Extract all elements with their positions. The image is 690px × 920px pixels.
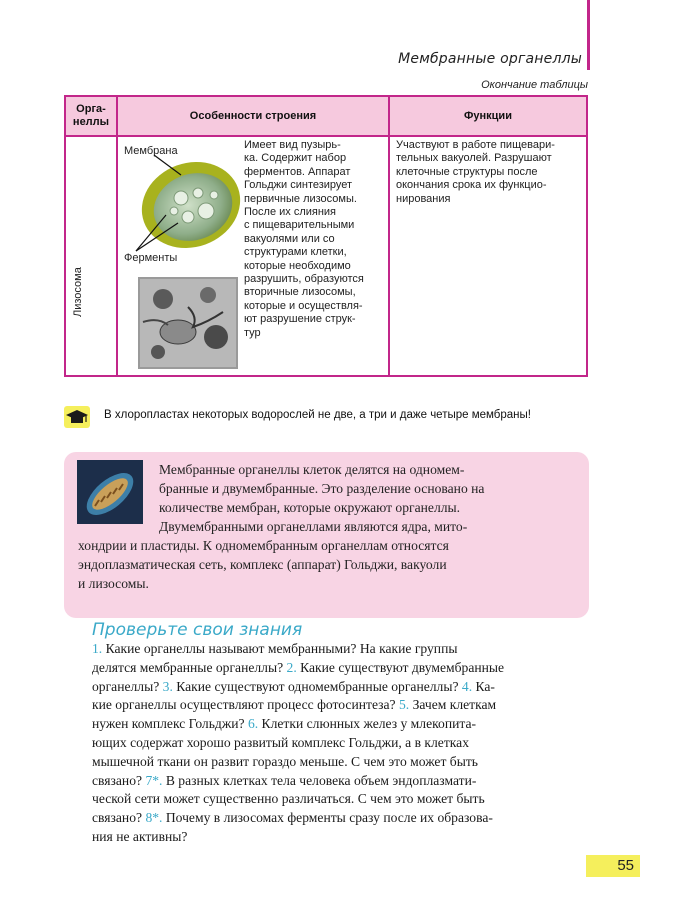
question-text: Какие существуют двумембранные [296,659,505,675]
structure-line: ферментов. Аппарат [244,165,351,178]
organelle-name: Лизосома [72,267,84,317]
summary-line: хондрии и пластиды. К одномембранным органеллам относятся [78,538,449,553]
column-divider [116,97,118,375]
structure-line: ка. Содержит набор [244,152,347,165]
function-line: окончания срока их функцио- [396,179,547,192]
question-line [92,659,590,678]
question-text: связано? [92,772,146,788]
question-text: Какие органеллы называют мембранными? На какие группы [102,641,458,656]
structure-line: первичные лизосомы. [244,192,357,205]
question-number: 1. [92,641,103,656]
structure-line: вакуолями или со [244,232,335,245]
chapter-title: Мембранные органеллы [398,51,582,67]
function-line: клеточные структуры после [396,165,538,178]
header-structure: Особенности строения [189,109,317,122]
question-text: органеллы? [92,678,163,694]
table-continuation-note: Окончание таблицы [481,79,588,91]
question-number: 4. [461,678,473,694]
organelle-table [64,95,588,377]
question-text: нужен комплекс Гольджи? [92,716,248,732]
fact-note [64,402,594,432]
structure-line: После их слияния [244,206,337,219]
question-number: 8*. [145,810,163,826]
structure-line: тур [244,326,261,339]
summary-line: бранные и двумембранные. Это разделение основано на [159,481,485,496]
question-text: Почему в лизосомах ферменты сразу после их образова- [162,810,493,826]
question-text: Зачем клеткам [409,697,497,713]
summary-line: Мембранные органеллы клеток делятся на одномем- [159,462,465,477]
graduation-cap-icon [64,406,90,428]
question-number: 5. [398,697,410,713]
summary-line: и лизосомы. [78,576,149,591]
label-membrane: Мембрана [124,145,178,157]
question-line [92,828,590,847]
electron-micrograph [138,277,238,369]
question-text: кие органеллы осуществляют процесс фотосинтеза? [92,697,399,713]
question-line [92,790,590,809]
question-text: мышечной ткани он развит гораздо меньше. С чем это может быть [92,753,478,769]
function-line: тельных вакуолей. Разрушают [396,152,552,165]
question-line [92,715,590,734]
question-line [92,753,590,772]
section-title: Проверьте свои знания [92,620,303,640]
summary-text [64,460,589,593]
summary-line: Двумембранными органеллами являются ядра, мито- [159,519,468,534]
question-line [92,640,590,659]
question-line [92,678,590,697]
question-number: 3. [162,678,173,694]
question-text: Клетки слюнных желез у млекопита- [258,716,477,732]
summary-line: эндоплазматическая сеть, комплекс (аппарат) Гольджи, вакуоли [78,557,447,572]
column-divider [388,97,390,375]
fact-text: В хлоропластах некоторых водорослей не две, а три и даже четыре мембраны! [104,409,531,421]
structure-line: Имеет вид пузырь- [244,139,341,151]
structure-line: ют разрушение струк- [244,313,356,326]
question-number: 2. [286,659,297,675]
structure-line: которые необходимо [244,259,351,272]
summary-box [64,452,589,618]
question-line [92,809,590,828]
question-number: 6. [247,716,259,732]
structure-line: структурами клетки, [244,246,347,259]
label-enzymes: Ферменты [124,252,178,264]
question-number: 7*. [145,772,163,788]
structure-line: с пищеварительными [244,219,355,232]
lysosome-illustration [126,153,246,263]
summary-line: количестве мембран, которые окружают органеллы. [159,500,461,515]
question-text: Какие существуют одномембранные органеллы? [172,678,462,694]
question-text: Ка- [472,678,495,694]
function-description [396,139,586,206]
structure-line: которые и осуществля- [244,299,363,312]
page-number: 55 [617,857,634,874]
page-number-badge [586,855,640,877]
structure-line: вторичные лизосомы, [244,286,356,299]
header-organelles: Орга- неллы [72,103,110,128]
structure-line: Гольджи синтезирует [244,179,353,192]
function-line: нирования [396,192,451,205]
chapter-accent-bar [587,0,590,70]
structure-line: разрушить, образуются [244,273,364,286]
function-line: Участвуют в работе пищевари- [396,139,555,151]
question-text: ющих содержат хорошо развитый комплекс Гольджи, а в клетках [92,734,469,750]
question-text: связано? [92,810,146,826]
question-text: В разных клетках тела человека объем эндоплазмати- [162,772,477,788]
questions-block [92,640,590,847]
question-text: ческой сети может существенно различаться. С чем это может быть [92,791,485,807]
question-text: делятся мембранные органеллы? [92,659,287,675]
header-functions: Функции [464,109,512,122]
question-line [92,772,590,791]
question-line [92,696,590,715]
question-text: ния не активны? [92,828,188,844]
question-line [92,734,590,753]
structure-description [244,139,386,340]
